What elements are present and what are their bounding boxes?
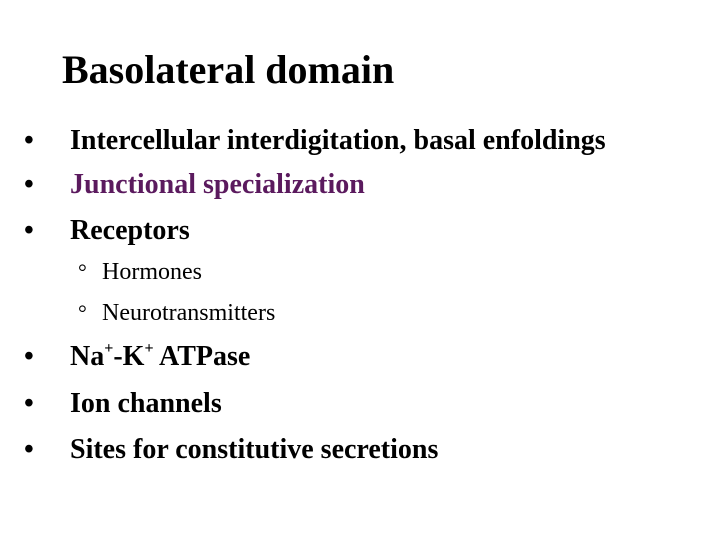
atpase-rest: ATPase bbox=[153, 341, 251, 372]
sub-bullet-marker: ° bbox=[78, 300, 87, 325]
bullet-label: Junctional specialization bbox=[70, 169, 365, 200]
bullet-marker: • bbox=[24, 215, 34, 246]
atpase-na: Na bbox=[70, 341, 105, 372]
bullet-label: Intercellular interdigitation, basal enfoldings bbox=[70, 125, 606, 156]
bullet-label: Sites for constitutive secretions bbox=[70, 434, 439, 465]
atpase-label bbox=[70, 340, 250, 374]
sub-bullet-label: Hormones bbox=[102, 259, 202, 285]
atpase-k: -K bbox=[113, 341, 145, 372]
bullet-marker: • bbox=[24, 341, 34, 372]
atpase-plus-1: + bbox=[104, 340, 114, 357]
bullet-marker: • bbox=[24, 125, 34, 156]
sub-bullet-marker: ° bbox=[78, 259, 87, 284]
sub-bullet-label: Neurotransmitters bbox=[102, 300, 276, 326]
bullet-marker: • bbox=[24, 434, 34, 465]
slide-title: Basolateral domain bbox=[62, 47, 395, 92]
bullet-marker: • bbox=[24, 169, 34, 200]
bullet-label: Receptors bbox=[70, 215, 190, 246]
bullet-marker: • bbox=[24, 388, 34, 419]
atpase-plus-2: + bbox=[144, 340, 154, 357]
bullet-label: Ion channels bbox=[70, 388, 222, 419]
